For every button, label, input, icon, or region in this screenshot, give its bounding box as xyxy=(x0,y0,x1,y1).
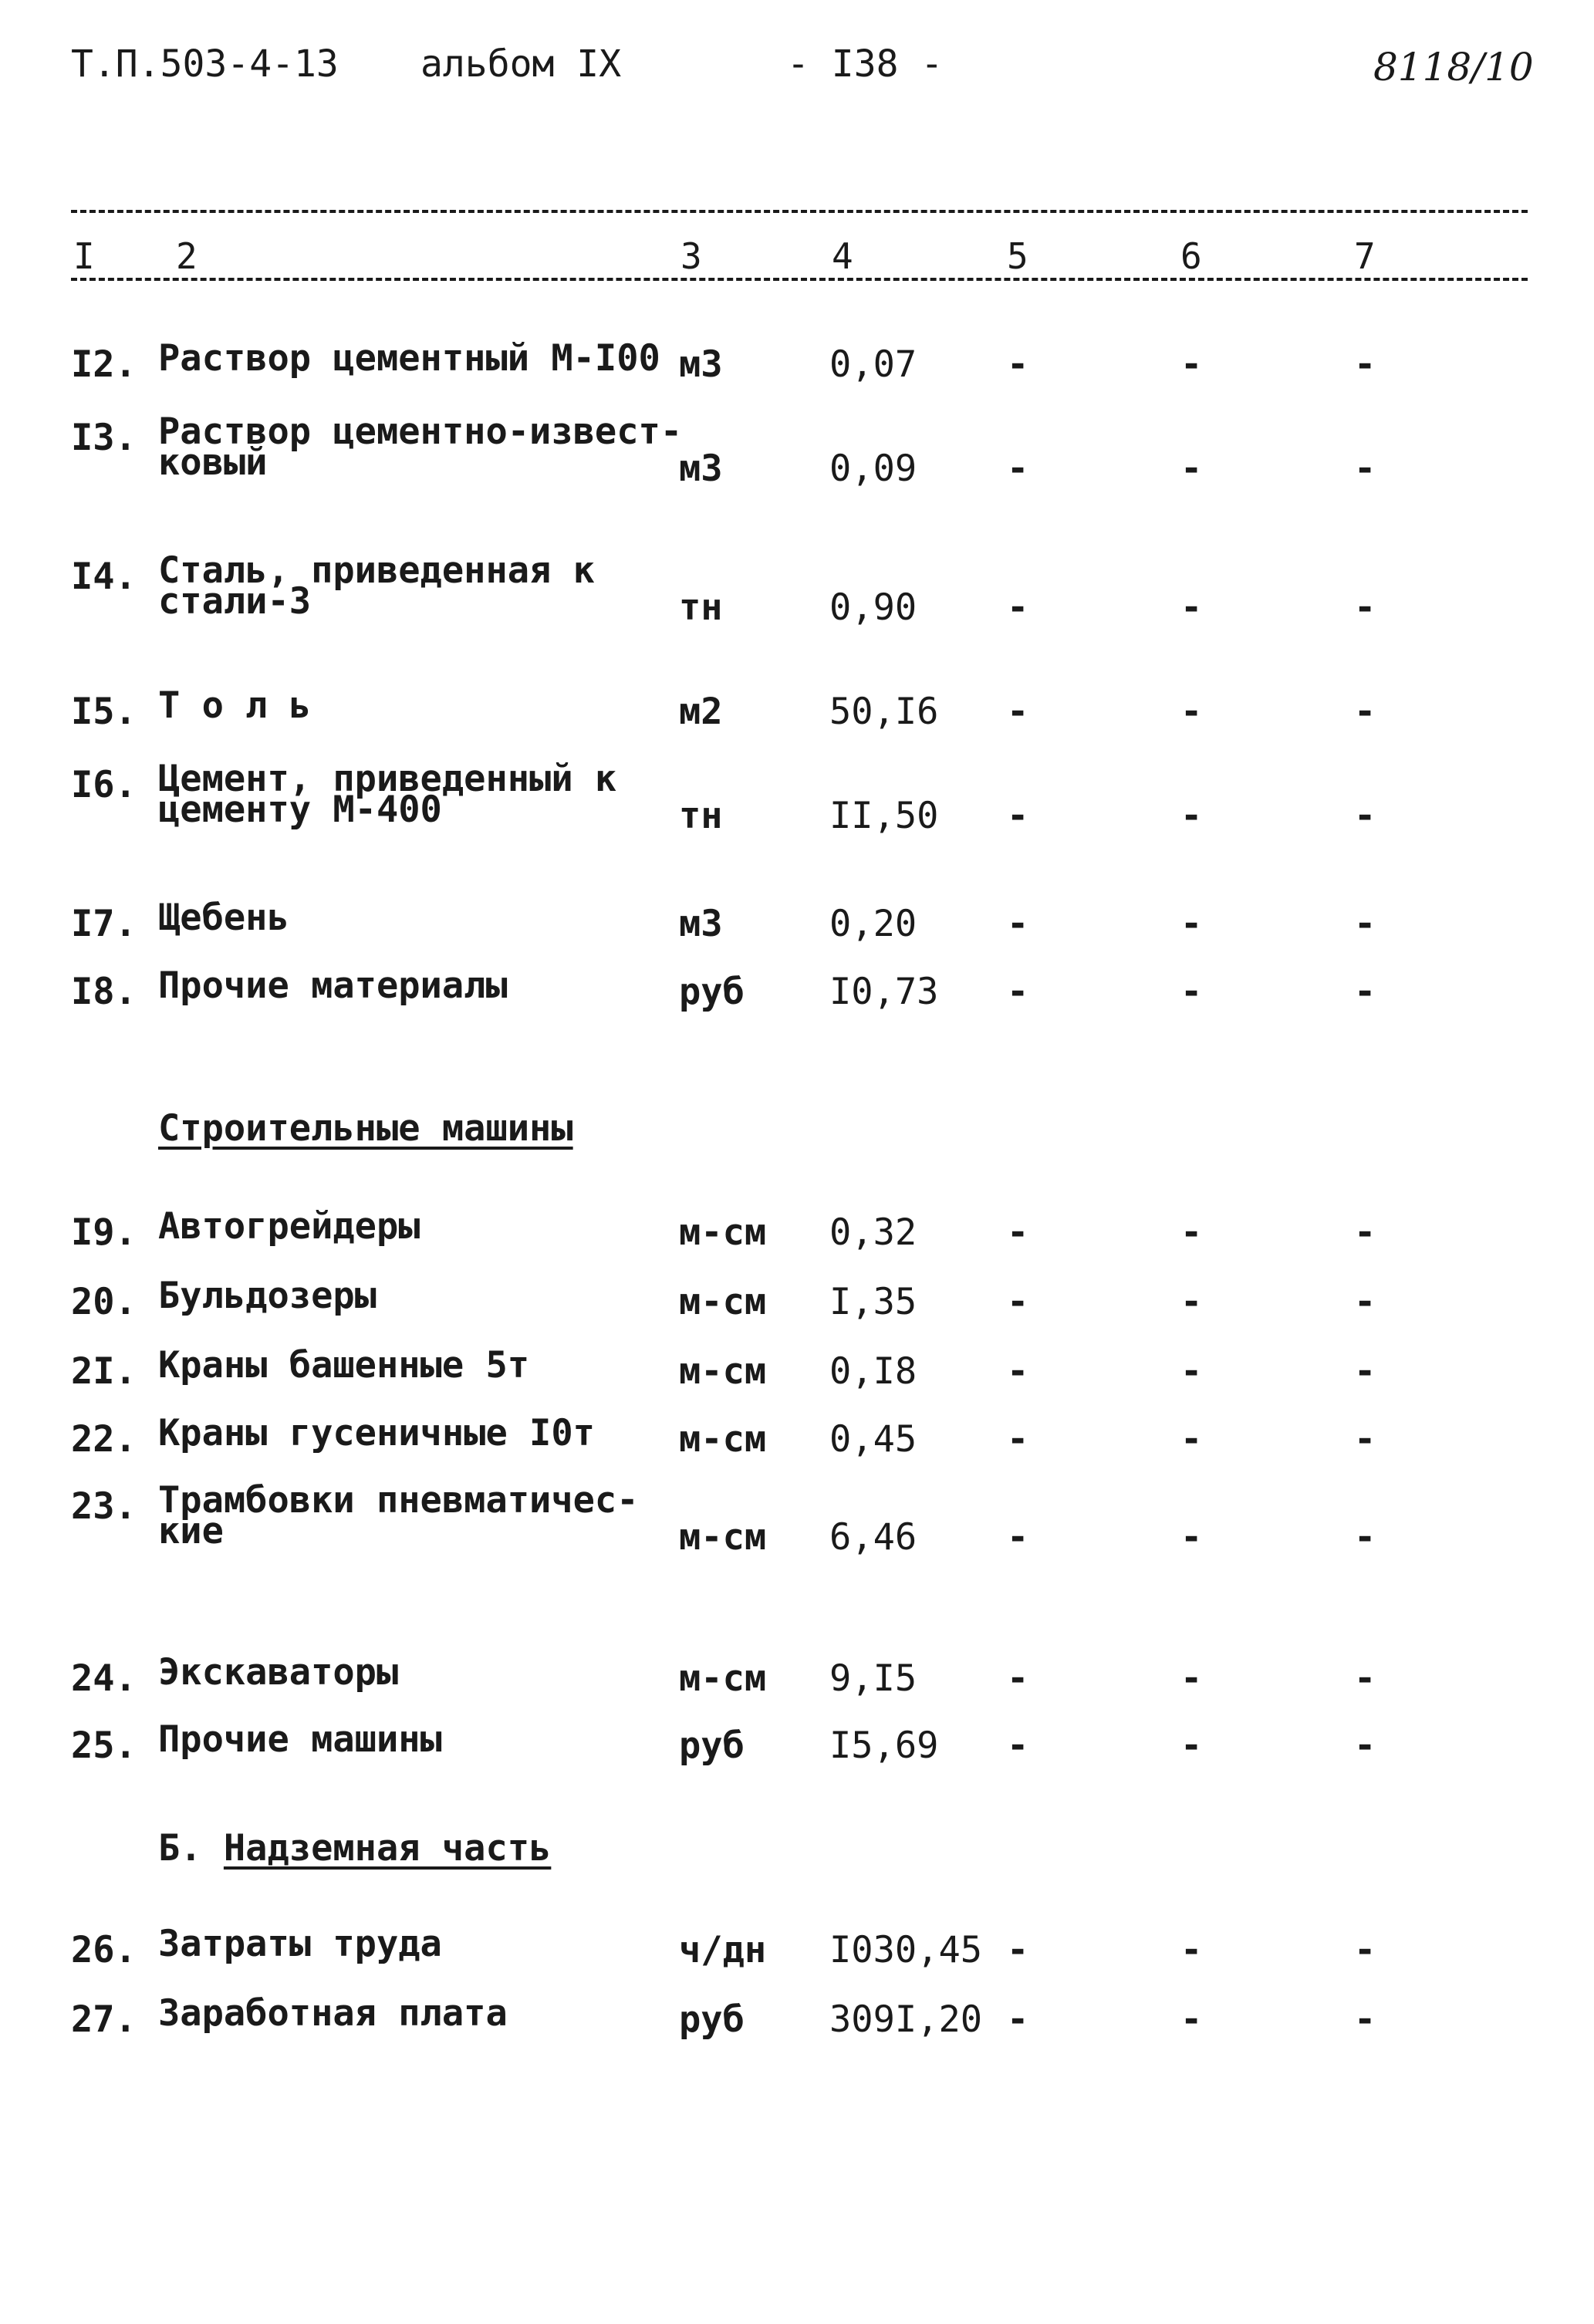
row-unit: м-см xyxy=(679,1281,767,1323)
column-number-3: 3 xyxy=(680,235,702,277)
row-name: Раствор цементный М-I00 xyxy=(158,337,660,380)
row-col7: - xyxy=(1354,1724,1376,1767)
row-col5: - xyxy=(1007,1998,1029,2041)
row-name: Бульдозеры xyxy=(158,1275,377,1317)
row-unit: м-см xyxy=(679,1211,767,1254)
row-quantity: I5,69 xyxy=(829,1724,939,1767)
row-unit: м3 xyxy=(679,343,723,386)
row-quantity: I0,73 xyxy=(829,971,939,1013)
column-number-1: I xyxy=(73,235,95,277)
row-name: Заработная плата xyxy=(158,1992,508,2035)
row-col5: - xyxy=(1007,448,1029,490)
row-number: 20. xyxy=(71,1281,137,1323)
row-quantity: 0,20 xyxy=(829,903,917,945)
row-name: Затраты труда xyxy=(158,1923,442,1965)
row-col5: - xyxy=(1007,903,1029,945)
row-col5: - xyxy=(1007,1281,1029,1323)
row-unit: м-см xyxy=(679,1350,767,1393)
row-col6: - xyxy=(1180,971,1203,1013)
row-name: Сталь, приведенная к стали-3 xyxy=(158,549,595,623)
row-quantity: 9,I5 xyxy=(829,1657,917,1700)
row-col6: - xyxy=(1180,586,1203,629)
row-unit: м-см xyxy=(679,1657,767,1700)
sheet-number: 8118/10 xyxy=(1373,45,1534,90)
row-number: I2. xyxy=(71,343,137,386)
row-number: I5. xyxy=(71,691,137,733)
row-quantity: 0,09 xyxy=(829,448,917,490)
row-number: 23. xyxy=(71,1485,137,1528)
row-name: Автогрейдеры xyxy=(158,1205,420,1248)
column-number-2: 2 xyxy=(176,235,198,277)
table-rule-top xyxy=(71,210,1528,213)
row-col7: - xyxy=(1354,343,1376,386)
row-unit: руб xyxy=(679,1998,745,2041)
row-quantity: 0,90 xyxy=(829,586,917,629)
row-number: 2I. xyxy=(71,1350,137,1393)
row-col7: - xyxy=(1354,903,1376,945)
row-col7: - xyxy=(1354,586,1376,629)
row-col7: - xyxy=(1354,795,1376,837)
row-name: Т о л ь xyxy=(158,684,312,727)
row-quantity: I,35 xyxy=(829,1281,917,1323)
row-col6: - xyxy=(1180,1724,1203,1767)
document-id: Т.П.503-4-13 xyxy=(71,42,339,86)
section-heading-above-ground xyxy=(158,1827,551,1870)
row-col5: - xyxy=(1007,1516,1029,1559)
row-unit: м3 xyxy=(679,448,723,490)
row-col5: - xyxy=(1007,343,1029,386)
row-quantity: 0,I8 xyxy=(829,1350,917,1393)
row-col6: - xyxy=(1180,1350,1203,1393)
row-name: Экскаваторы xyxy=(158,1651,399,1694)
row-number: 26. xyxy=(71,1929,137,1971)
row-number: I8. xyxy=(71,971,137,1013)
row-col5: - xyxy=(1007,691,1029,733)
row-col5: - xyxy=(1007,971,1029,1013)
row-unit: ч/дн xyxy=(679,1929,767,1971)
row-name: Краны гусеничные I0т xyxy=(158,1412,595,1454)
row-col5: - xyxy=(1007,586,1029,629)
row-col5: - xyxy=(1007,795,1029,837)
section-title: Надземная часть xyxy=(223,1827,552,1870)
table-rule-bottom xyxy=(71,278,1528,281)
column-number-7: 7 xyxy=(1354,235,1376,277)
row-col7: - xyxy=(1354,1211,1376,1254)
row-number: I3. xyxy=(71,417,137,459)
row-col6: - xyxy=(1180,1418,1203,1461)
section-heading-machines xyxy=(158,1107,573,1150)
row-col6: - xyxy=(1180,448,1203,490)
column-number-6: 6 xyxy=(1180,235,1202,277)
row-unit: м-см xyxy=(679,1418,767,1461)
row-col7: - xyxy=(1354,1657,1376,1700)
row-name: Прочие машины xyxy=(158,1718,442,1761)
row-col5: - xyxy=(1007,1929,1029,1971)
row-name: Щебень xyxy=(158,897,289,939)
row-col5: - xyxy=(1007,1211,1029,1254)
row-name: Цемент, приведенный к цементу М-400 xyxy=(158,758,617,831)
row-number: 22. xyxy=(71,1418,137,1461)
row-quantity: 0,32 xyxy=(829,1211,917,1254)
page-number: - I38 - xyxy=(787,42,944,86)
row-number: I7. xyxy=(71,903,137,945)
row-number: 25. xyxy=(71,1724,137,1767)
row-col7: - xyxy=(1354,448,1376,490)
row-col7: - xyxy=(1354,1350,1376,1393)
row-col6: - xyxy=(1180,1281,1203,1323)
row-col6: - xyxy=(1180,1211,1203,1254)
row-unit: м3 xyxy=(679,903,723,945)
row-quantity: 50,I6 xyxy=(829,691,939,733)
row-number: 24. xyxy=(71,1657,137,1700)
row-unit: руб xyxy=(679,971,745,1013)
section-prefix: Б. xyxy=(158,1827,202,1870)
column-number-5: 5 xyxy=(1007,235,1028,277)
row-quantity: II,50 xyxy=(829,795,939,837)
row-unit: м-см xyxy=(679,1516,767,1559)
column-number-4: 4 xyxy=(832,235,853,277)
row-quantity: 6,46 xyxy=(829,1516,917,1559)
row-name: Краны башенные 5т xyxy=(158,1344,530,1387)
row-quantity: 0,45 xyxy=(829,1418,917,1461)
row-name: Раствор цементно-извест- ковый xyxy=(158,410,683,484)
row-col5: - xyxy=(1007,1350,1029,1393)
row-col5: - xyxy=(1007,1724,1029,1767)
row-col5: - xyxy=(1007,1657,1029,1700)
row-col6: - xyxy=(1180,1929,1203,1971)
row-quantity: 309I,20 xyxy=(829,1998,983,2041)
row-col7: - xyxy=(1354,1998,1376,2041)
row-col6: - xyxy=(1180,691,1203,733)
row-name: Трамбовки пневматичес- кие xyxy=(158,1479,639,1552)
row-name: Прочие материалы xyxy=(158,964,508,1007)
row-col6: - xyxy=(1180,795,1203,837)
row-number: 27. xyxy=(71,1998,137,2041)
row-col7: - xyxy=(1354,1516,1376,1559)
row-col6: - xyxy=(1180,343,1203,386)
row-col7: - xyxy=(1354,1281,1376,1323)
row-col7: - xyxy=(1354,691,1376,733)
row-unit: м2 xyxy=(679,691,723,733)
section-title: Строительные машины xyxy=(158,1107,573,1150)
row-col7: - xyxy=(1354,1929,1376,1971)
row-col6: - xyxy=(1180,1516,1203,1559)
row-quantity: 0,07 xyxy=(829,343,917,386)
row-col7: - xyxy=(1354,971,1376,1013)
row-quantity: I030,45 xyxy=(829,1929,983,1971)
row-col7: - xyxy=(1354,1418,1376,1461)
row-number: I9. xyxy=(71,1211,137,1254)
row-unit: тн xyxy=(679,586,723,629)
album-label: альбом IX xyxy=(420,42,622,86)
row-number: I6. xyxy=(71,764,137,806)
row-col6: - xyxy=(1180,903,1203,945)
row-col5: - xyxy=(1007,1418,1029,1461)
row-number: I4. xyxy=(71,556,137,598)
row-unit: тн xyxy=(679,795,723,837)
row-unit: руб xyxy=(679,1724,745,1767)
row-col6: - xyxy=(1180,1657,1203,1700)
row-col6: - xyxy=(1180,1998,1203,2041)
